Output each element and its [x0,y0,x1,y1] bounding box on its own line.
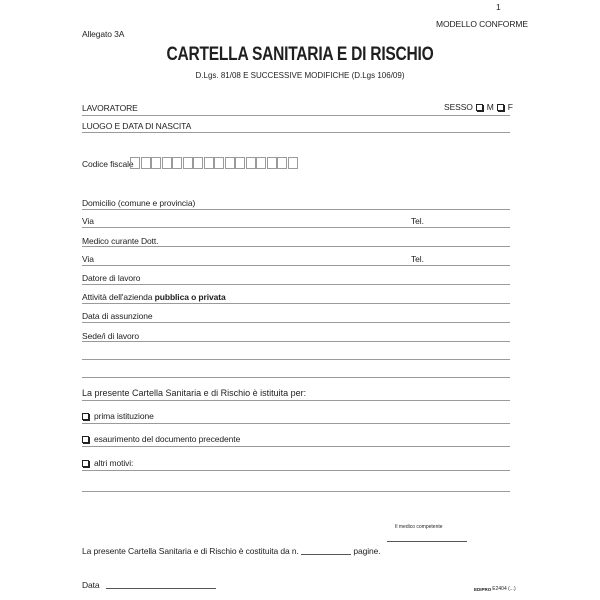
checkbox-esaurimento[interactable] [82,436,89,443]
medico-curante-line[interactable] [82,246,510,247]
data-field [82,580,216,590]
codice-fiscale-box[interactable] [256,157,266,169]
codice-fiscale-box[interactable] [183,157,193,169]
edipro-logo: EDIPRO [474,586,492,592]
codice-fiscale-box[interactable] [267,157,277,169]
footer-code [474,586,516,592]
sede-label: Sede/i di lavoro [82,331,139,341]
codice-fiscale-box[interactable] [130,157,140,169]
option-esaurimento[interactable] [82,434,240,444]
altri-line-2[interactable] [82,491,510,492]
document-title: CARTELLA SANITARIA E DI RISCHIO [166,44,434,65]
via-2-label: Via [82,254,94,264]
option-altri-label: altri motivi: [94,458,134,468]
istituita-label: La presente Cartella Sanitaria e di Rischio è istituita per: [82,388,307,398]
sesso-m-checkbox[interactable] [476,104,483,111]
assunzione-line[interactable] [82,322,510,323]
codice-fiscale-label: Codice fiscale [82,159,134,169]
via-2-line[interactable] [82,265,510,266]
codice-fiscale-box[interactable] [288,157,298,169]
sesso-m-label: M [486,102,494,112]
luogo-data-label: LUOGO E DATA DI NASCITA [82,121,192,131]
codice-fiscale-box[interactable] [214,157,224,169]
sesso-f-label: F [507,102,513,112]
tel-1-label: Tel. [411,216,424,226]
checkbox-altri[interactable] [82,460,89,467]
domicilio-line[interactable] [82,209,510,210]
codice-fiscale-box[interactable] [246,157,256,169]
attivita-bold: pubblica o privata [154,292,226,302]
attivita-prefix: Attività dell'azienda [82,292,155,302]
domicilio-label: Domicilio (comune e provincia) [82,198,196,208]
codice-fiscale-box[interactable] [193,157,203,169]
via-1-line[interactable] [82,227,510,228]
sesso-f-checkbox[interactable] [497,104,504,111]
option-prima[interactable] [82,411,154,421]
istituita-line [82,400,510,401]
lavoratore-label: LAVORATORE [82,103,138,113]
medico-competente-signature-line[interactable] [387,541,467,542]
costituita-prefix: La presente Cartella Sanitaria e di Rischio è costituita da n. [82,546,299,556]
data-label: Data [82,580,100,590]
attivita-label [82,292,226,302]
option-esaurimento-label: esaurimento del documento precedente [94,434,241,444]
option-prima-line [82,423,510,424]
codice-fiscale-box[interactable] [141,157,151,169]
data-input[interactable] [106,588,216,589]
costituita-text [82,546,381,556]
codice-fiscale-box[interactable] [151,157,161,169]
codice-fiscale-box[interactable] [225,157,235,169]
product-code: E2404 (...) [492,586,516,592]
pagine-input[interactable] [301,554,351,555]
page-number: 1 [496,2,501,12]
assunzione-label: Data di assunzione [82,311,153,321]
attivita-line[interactable] [82,303,510,304]
lavoratore-line[interactable] [82,115,510,116]
via-1-label: Via [82,216,94,226]
medico-curante-label: Medico curante Dott. [82,236,159,246]
modello-conforme: MODELLO CONFORME [436,19,528,29]
sede-line-2[interactable] [82,359,510,360]
sesso-field [444,102,513,112]
costituita-suffix: pagine. [353,546,381,556]
datore-label: Datore di lavoro [82,273,141,283]
sesso-label: SESSO [444,102,473,112]
luogo-data-line[interactable] [82,132,510,133]
medico-competente-label: Il medico competente [395,524,443,530]
altri-line-1[interactable] [82,470,510,471]
codice-fiscale-box[interactable] [235,157,245,169]
sede-line-3[interactable] [82,377,510,378]
allegato-label: Allegato 3A [82,29,125,39]
codice-fiscale-box[interactable] [172,157,182,169]
codice-fiscale-box[interactable] [204,157,214,169]
option-altri[interactable] [82,458,133,468]
checkbox-prima[interactable] [82,413,89,420]
document-subtitle: D.Lgs. 81/08 E SUCCESSIVE MODIFICHE (D.Lgs 106/09) [195,71,405,80]
option-prima-label: prima istituzione [94,411,154,421]
tel-2-label: Tel. [411,254,424,264]
sede-line[interactable] [82,341,510,342]
datore-line[interactable] [82,284,510,285]
codice-fiscale-box[interactable] [277,157,287,169]
codice-fiscale-boxes[interactable] [130,157,298,169]
option-esaurimento-line [82,446,510,447]
codice-fiscale-box[interactable] [162,157,172,169]
